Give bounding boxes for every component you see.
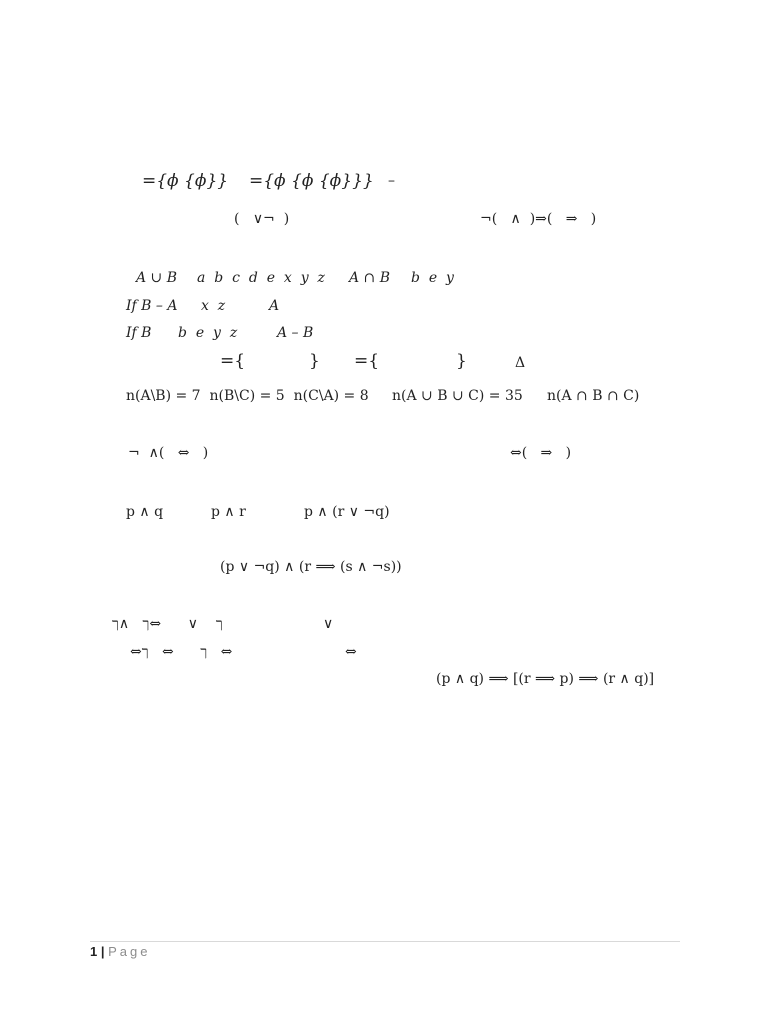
difference-elements: x z <box>201 298 226 314</box>
set-a-label: A <box>269 298 280 314</box>
dash-symbol: – <box>388 173 395 189</box>
implication-statement: (p ∧ q) ⟹ [(r ⟹ p) ⟹ (r ∧ q)] <box>436 671 655 687</box>
logic-expression-a: ( ∨¬ ) <box>234 211 290 227</box>
symmetric-difference-symbol: Δ <box>515 355 526 371</box>
footer-divider <box>90 941 680 942</box>
set-b-elements: b e y z <box>178 325 238 341</box>
set-expression-1: ={ϕ {ϕ}} <box>142 171 229 191</box>
logic-expression-d: ⇔( ⇒ ) <box>510 445 572 461</box>
page-number: 1 <box>90 944 98 959</box>
equivalence-row-1: ך ∨ ⇔ך ∧ך <box>112 616 223 632</box>
proposition-p-and-q: p ∧ q <box>126 504 164 520</box>
or-symbol: ∨ <box>323 616 334 632</box>
page-label: Page <box>108 944 151 959</box>
proposition-compound: p ∧ (r ∨ ¬q) <box>304 504 390 520</box>
compound-proposition: (p ∨ ¬q) ∧ (r ⟹ (s ∧ ¬s)) <box>220 559 402 575</box>
set-open-brace-1: ={ <box>220 351 246 371</box>
equivalence-row-2: ⇔ך ⇔ ך ⇔ <box>130 644 233 660</box>
set-union-label: A ∪ B <box>136 270 178 286</box>
a-minus-b-label: A – B <box>277 325 314 341</box>
condition-b: If B <box>126 325 152 341</box>
union-elements: a b c d e x y z <box>197 270 325 286</box>
intersection-elements: b e y <box>411 270 454 286</box>
logic-expression-b: ¬( ∧ )⇒( ⇒ ) <box>480 211 597 227</box>
set-expression-2: ={ϕ {ϕ {ϕ}}} <box>249 171 374 191</box>
set-close-brace-1: } <box>309 351 320 371</box>
set-counts: n(A\B) = 7 n(B\C) = 5 n(C\A) = 8 <box>126 388 369 404</box>
set-close-brace-2: } <box>456 351 467 371</box>
footer-separator: | <box>100 944 105 959</box>
set-intersection-label: A ∩ B <box>349 270 391 286</box>
equivalence-symbol: ⇔ <box>345 644 357 660</box>
union-count: n(A ∪ B ∪ C) = 35 <box>392 388 523 404</box>
intersection-count-label: n(A ∩ B ∩ C) <box>547 388 640 404</box>
logic-expression-c: ¬ ∧( ⇔ ) <box>128 445 209 461</box>
condition-b-minus-a: If B – A <box>126 298 178 314</box>
proposition-p-and-r: p ∧ r <box>211 504 246 520</box>
set-open-brace-2: ={ <box>354 351 380 371</box>
page-footer <box>90 944 151 960</box>
